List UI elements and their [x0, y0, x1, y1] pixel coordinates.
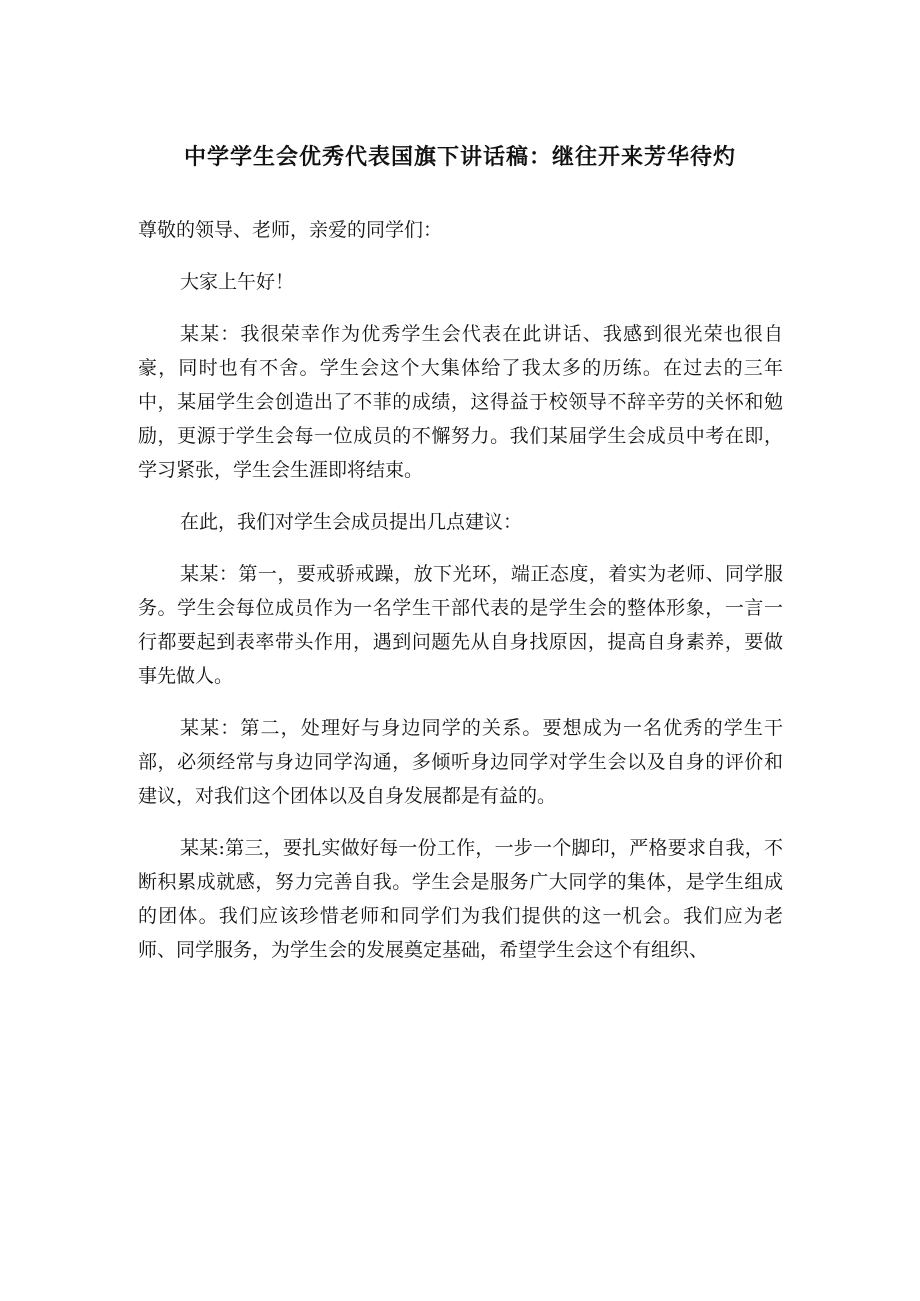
- document-title: 中学学生会优秀代表国旗下讲话稿：继往开来芳华待灼: [183, 145, 736, 170]
- paragraph-second-point: 某某：第二，处理好与身边同学的关系。要想成为一名优秀的学生干部，必须经常与身边同学沟通，多倾听身边同学对学生会以及自身的评价和建议，对我们这个团体以及自身发展都是有益的。: [138, 717, 783, 807]
- paragraph-first-point: 某某：第一，要戒骄戒躁，放下光环，端正态度，着实为老师、同学服务。学生会每位成员作为一名学生干部代表的是学生会的整体形象，一言一行都要起到表率带头作用，遇到问题先从自身找原因，提高自身素养，要做事先做人。: [138, 563, 783, 687]
- document-body: [138, 213, 783, 985]
- paragraph-suggestions-lead: 在此，我们对学生会成员提出几点建议：: [180, 511, 523, 533]
- paragraph-intro: 某某：我很荣幸作为优秀学生会代表在此讲话、我感到很光荣也很自豪，同时也有不舍。学生会这个大集体给了我太多的历练。在过去的三年中，某届学生会创造出了不菲的成绩，这得益于校领导不辞辛劳的关怀和勉励，更源于学生会每一位成员的不懈努力。我们某届学生会成员中考在即，学习紧张，学生会生涯即将结束。: [138, 323, 783, 481]
- salutation: 尊敬的领导、老师，亲爱的同学们：: [138, 219, 443, 241]
- paragraph-greeting: 大家上午好！: [180, 271, 295, 293]
- paragraph-third-point: 某某:第三，要扎实做好每一份工作，一步一个脚印，严格要求自我，不断积累成就感，努力完善自我。学生会是服务广大同学的集体，是学生组成的团体。我们应该珍惜老师和同学们为我们提供的这一机会。我们应为老师、同学服务，为学生会的发展奠定基础，希望学生会这个有组织、: [138, 837, 783, 961]
